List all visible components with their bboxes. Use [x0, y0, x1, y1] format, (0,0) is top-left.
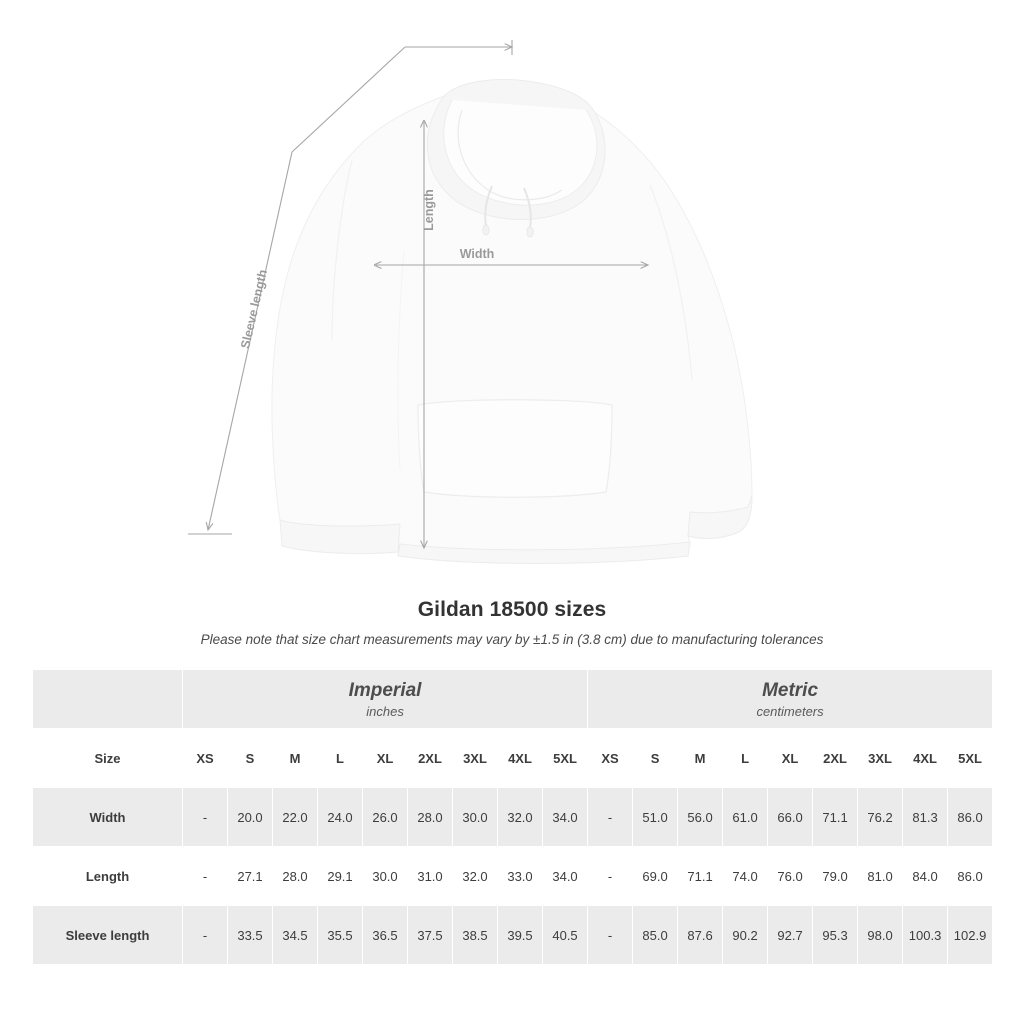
measurement-cell: - — [588, 906, 633, 965]
hoodie-shape — [272, 79, 752, 563]
measurement-cell: 90.2 — [723, 906, 768, 965]
size-table-wrapper — [32, 669, 992, 965]
size-header-cell: 3XL — [858, 729, 903, 788]
measurement-cell: 100.3 — [903, 906, 948, 965]
measurement-cell: 86.0 — [948, 788, 993, 847]
measurement-cell: 69.0 — [633, 847, 678, 906]
measurement-cell: 37.5 — [408, 906, 453, 965]
measurement-cell: 33.0 — [498, 847, 543, 906]
measurement-cell: 85.0 — [633, 906, 678, 965]
measurement-cell: 32.0 — [453, 847, 498, 906]
measurement-cell: 28.0 — [408, 788, 453, 847]
measurement-cell: 71.1 — [678, 847, 723, 906]
size-table — [32, 669, 993, 965]
measurement-cell: 39.5 — [498, 906, 543, 965]
unit-header-metric — [588, 670, 993, 729]
table-row — [33, 788, 993, 847]
size-header-cell: S — [228, 729, 273, 788]
unit-name: Metric — [762, 679, 819, 701]
unit-subtitle: inches — [366, 704, 404, 720]
measurement-cell: - — [588, 788, 633, 847]
measurement-cell: 66.0 — [768, 788, 813, 847]
measurement-cell: 22.0 — [273, 788, 318, 847]
measurement-cell: 26.0 — [363, 788, 408, 847]
size-header-cell: 4XL — [903, 729, 948, 788]
size-header-cell: S — [633, 729, 678, 788]
size-header-cell: 2XL — [813, 729, 858, 788]
measurement-cell: 76.0 — [768, 847, 813, 906]
row-label: Width — [33, 788, 183, 847]
size-header-cell: 4XL — [498, 729, 543, 788]
measurement-cell: 34.0 — [543, 788, 588, 847]
row-label: Length — [33, 847, 183, 906]
measurement-cell: 95.3 — [813, 906, 858, 965]
label-width: Width — [459, 247, 495, 261]
page-title: Gildan 18500 sizes — [417, 598, 607, 621]
measurement-cell: 34.5 — [273, 906, 318, 965]
unit-name: Imperial — [348, 679, 422, 701]
measurement-cell: 40.5 — [543, 906, 588, 965]
measurement-cell: 33.5 — [228, 906, 273, 965]
measurement-cell: 86.0 — [948, 847, 993, 906]
size-header-cell: XL — [768, 729, 813, 788]
size-label-cell: Size — [33, 729, 183, 788]
size-header-cell: M — [678, 729, 723, 788]
measurement-cell: - — [588, 847, 633, 906]
measurement-cell: - — [183, 906, 228, 965]
measurement-cell: 28.0 — [273, 847, 318, 906]
title-block — [0, 598, 1024, 647]
measurement-cell: 31.0 — [408, 847, 453, 906]
measurement-cell: 24.0 — [318, 788, 363, 847]
size-header-cell: L — [723, 729, 768, 788]
measurement-cell: 84.0 — [903, 847, 948, 906]
measurement-cell: 71.1 — [813, 788, 858, 847]
label-length: Length — [422, 189, 436, 231]
measurement-cell: 56.0 — [678, 788, 723, 847]
measurement-cell: 92.7 — [768, 906, 813, 965]
size-header-cell: 2XL — [408, 729, 453, 788]
table-row — [33, 906, 993, 965]
measurement-cell: 51.0 — [633, 788, 678, 847]
measurement-cell: 30.0 — [453, 788, 498, 847]
size-header-cell: L — [318, 729, 363, 788]
measurement-cell: 20.0 — [228, 788, 273, 847]
size-header-cell: 5XL — [543, 729, 588, 788]
measurement-cell: 81.0 — [858, 847, 903, 906]
size-header-row — [33, 729, 993, 788]
table-row — [33, 847, 993, 906]
measurement-cell: 79.0 — [813, 847, 858, 906]
unit-header-imperial — [183, 670, 588, 729]
measurement-cell: - — [183, 788, 228, 847]
measurement-cell: - — [183, 847, 228, 906]
measurement-cell: 29.1 — [318, 847, 363, 906]
measurement-cell: 36.5 — [363, 906, 408, 965]
measurement-cell: 87.6 — [678, 906, 723, 965]
measurement-cell: 38.5 — [453, 906, 498, 965]
measurement-cell: 98.0 — [858, 906, 903, 965]
measurement-cell: 32.0 — [498, 788, 543, 847]
size-header-cell: XS — [183, 729, 228, 788]
measurement-cell: 34.0 — [543, 847, 588, 906]
tolerance-note: Please note that size chart measurements may vary by ±1.5 in (3.8 cm) due to manufacturing tolerances — [200, 632, 824, 647]
size-header-cell: XS — [588, 729, 633, 788]
measurement-cell: 81.3 — [903, 788, 948, 847]
table-corner-cell — [33, 670, 183, 729]
measurement-cell: 102.9 — [948, 906, 993, 965]
size-header-cell: XL — [363, 729, 408, 788]
measurement-cell: 35.5 — [318, 906, 363, 965]
label-sleeve-length: Sleeve length — [238, 268, 270, 350]
size-header-cell: 3XL — [453, 729, 498, 788]
measurement-cell: 27.1 — [228, 847, 273, 906]
unit-subtitle: centimeters — [756, 704, 824, 720]
measurement-cell: 76.2 — [858, 788, 903, 847]
size-header-cell: 5XL — [948, 729, 993, 788]
size-header-cell: M — [273, 729, 318, 788]
row-label: Sleeve length — [33, 906, 183, 965]
measurement-cell: 61.0 — [723, 788, 768, 847]
unit-header-row — [33, 670, 993, 729]
measurement-cell: 30.0 — [363, 847, 408, 906]
measurement-cell: 74.0 — [723, 847, 768, 906]
